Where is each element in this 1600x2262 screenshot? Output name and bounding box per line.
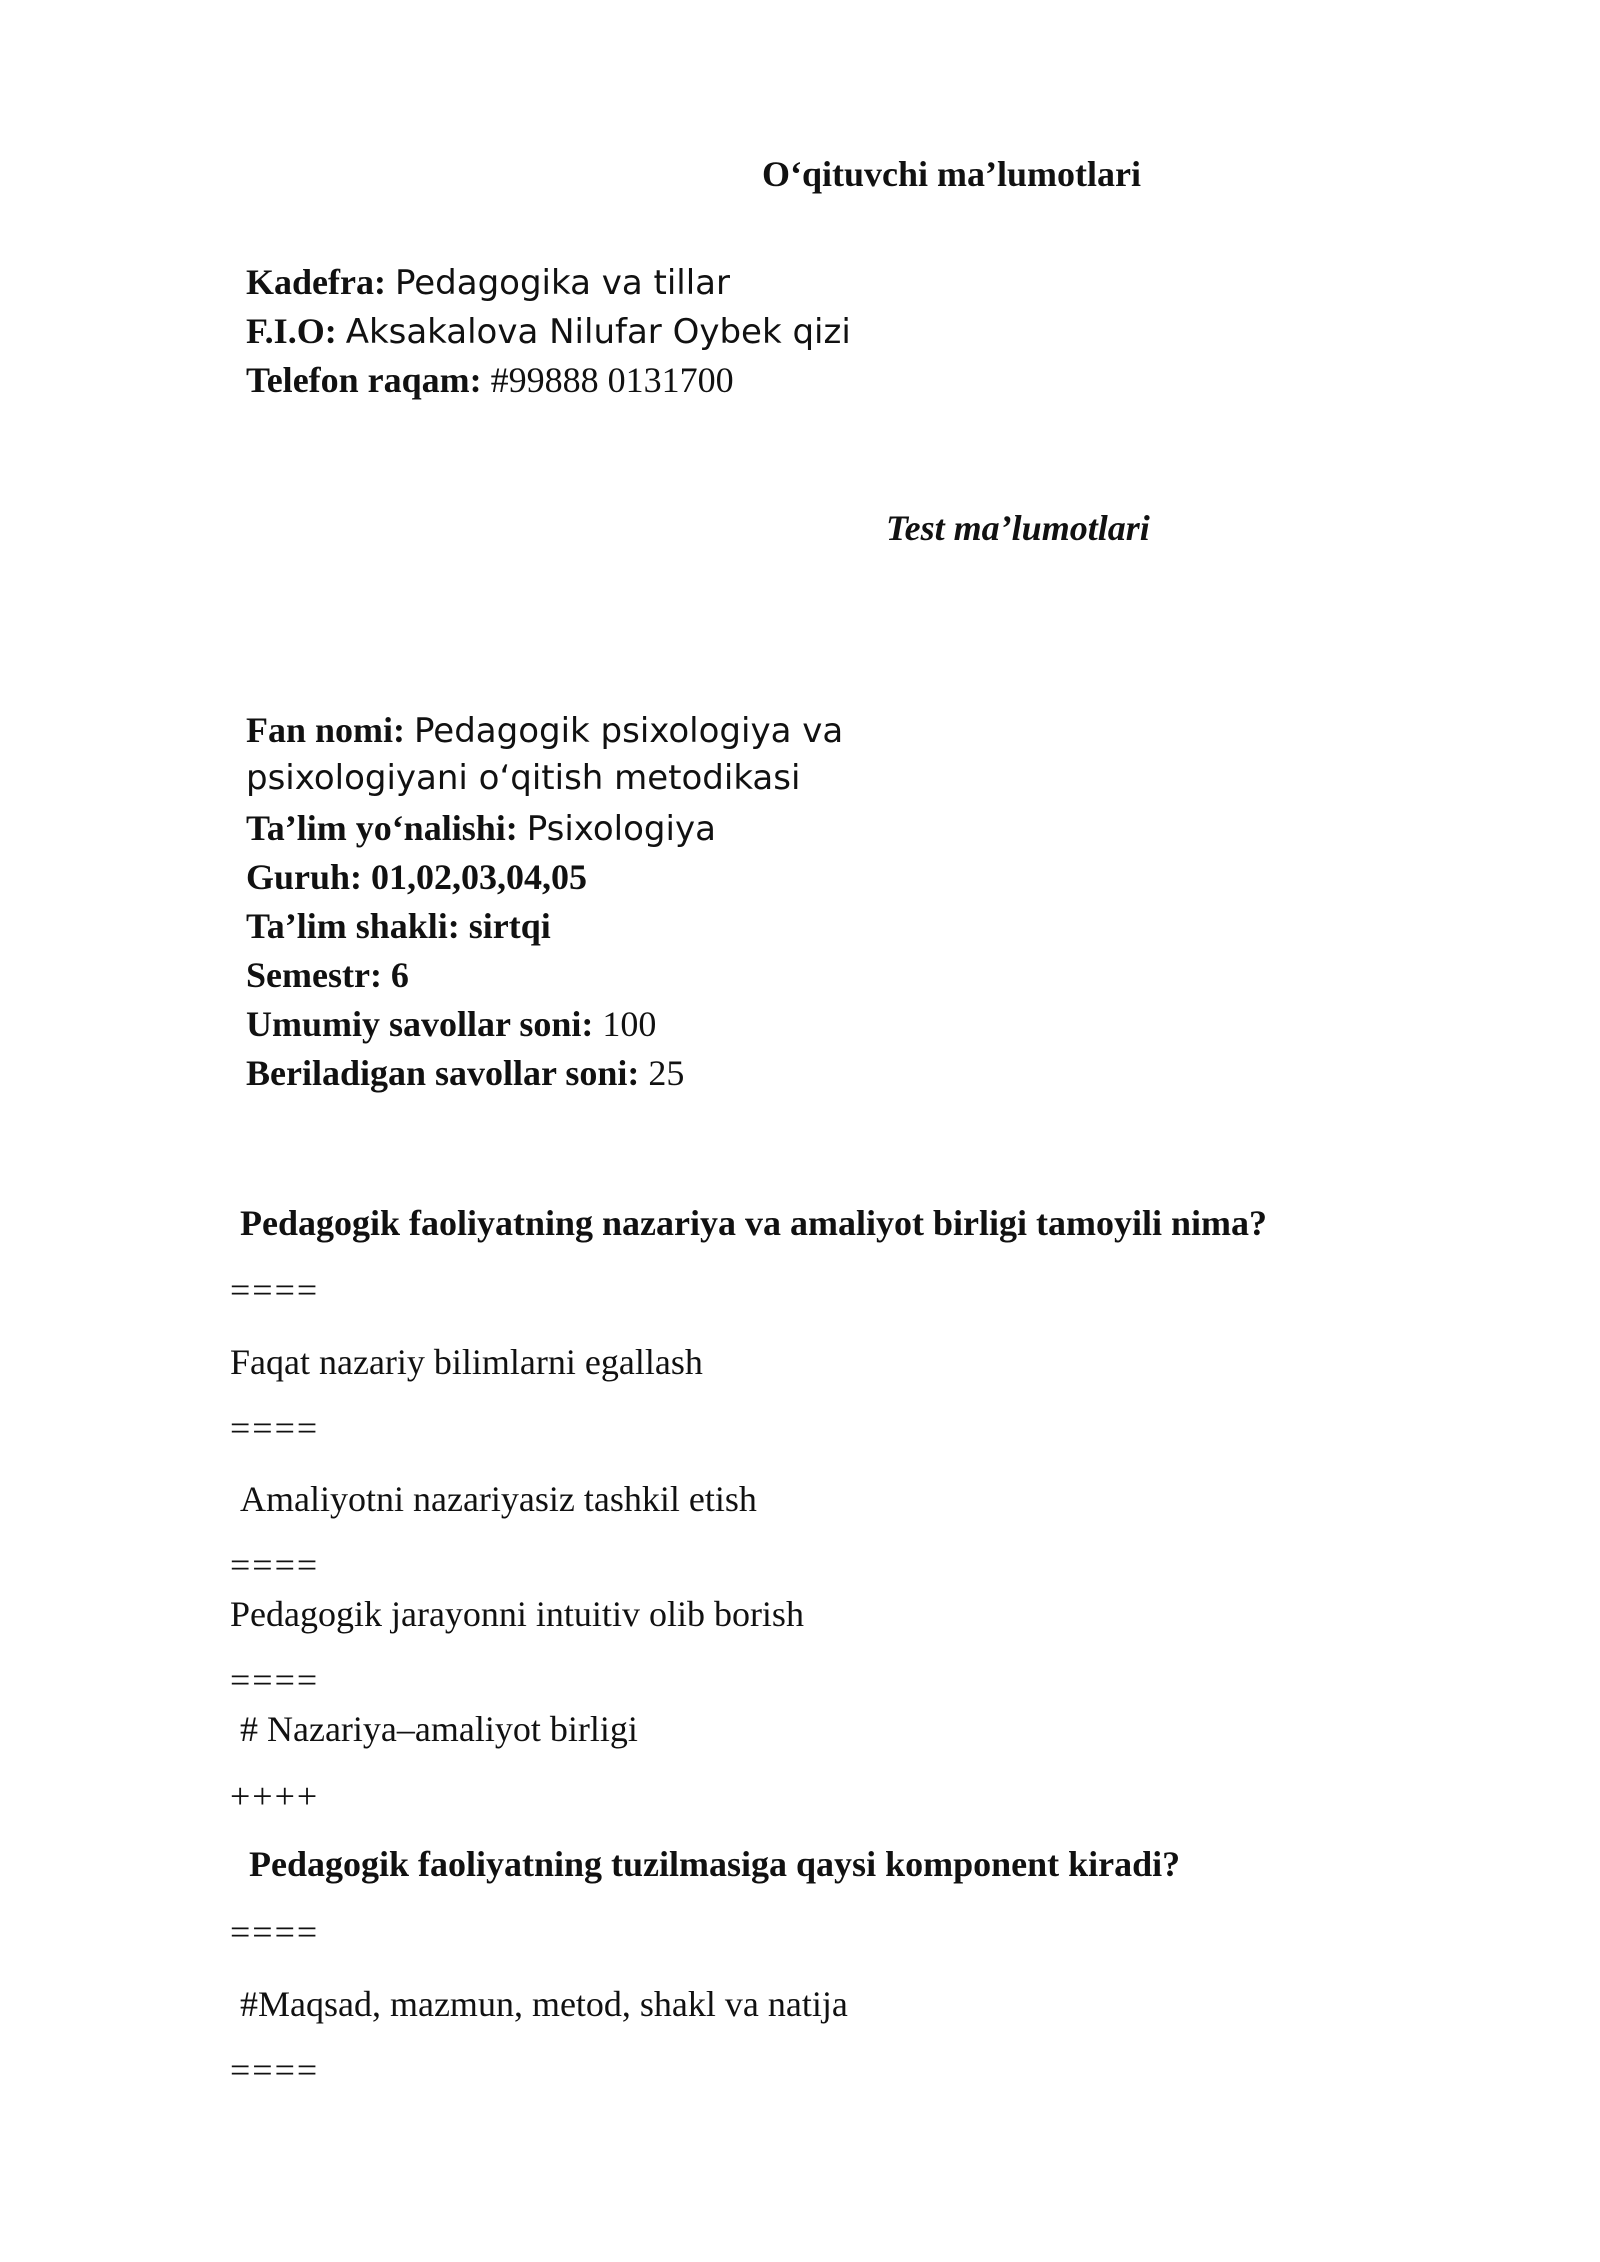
question-2-text: Pedagogik faoliyatning tuzilmasiga qaysi komponent kiradi? [249,1844,1181,1884]
separator: ==== [230,2050,320,2090]
department-line [246,262,730,303]
semester-line: Semestr: 6 [246,955,409,995]
teacher-section-title: O‘qituvchi ma’lumotlari [762,154,1141,194]
subject-value: Pedagogik psixologiya va [414,711,844,751]
given-questions-line [246,1053,684,1094]
given-questions-label: Beriladigan savollar soni: [246,1053,640,1093]
separator: ==== [230,1408,320,1448]
phone-label: Telefon raqam: [246,360,482,400]
total-questions-label: Umumiy savollar soni: [246,1004,594,1044]
direction-line [246,808,716,849]
subject-label: Fan nomi: [246,710,406,750]
question-1-option-3: Pedagogik jarayonni intuitiv olib borish [230,1594,804,1634]
group-line: Guruh: 01,02,03,04,05 [246,857,588,897]
test-section-title: Test ma’lumotlari [886,508,1150,548]
separator: ==== [230,1270,320,1310]
teacher-name-label: F.I.O: [246,311,337,351]
question-1-option-2: Amaliyotni nazariyasiz tashkil etish [240,1479,757,1519]
teacher-name-line [246,311,851,352]
question-end-marker: ++++ [230,1776,320,1816]
separator: ==== [230,1912,320,1952]
subject-value-continued: psixologiyani o‘qitish metodikasi [246,758,801,798]
total-questions-line [246,1004,656,1045]
direction-label: Ta’lim yo‘nalishi: [246,808,518,848]
question-1-option-1: Faqat nazariy bilimlarni egallash [230,1342,703,1382]
separator: ==== [230,1660,320,1700]
department-value: Pedagogika va tillar [394,263,730,303]
subject-line [246,710,843,751]
question-1-option-4: # Nazariya–amaliyot birligi [240,1709,638,1749]
study-form-line: Ta’lim shakli: sirtqi [246,906,551,946]
teacher-name-value: Aksakalova Nilufar Oybek qizi [345,312,851,352]
question-1-text: Pedagogik faoliyatning nazariya va amaliyot birligi tamoyili nima? [240,1203,1268,1243]
department-label: Kadefra: [246,262,386,302]
separator: ==== [230,1545,320,1585]
phone-line [246,360,734,401]
direction-value: Psixologiya [526,809,716,849]
given-questions-value: 25 [648,1053,685,1093]
phone-value: #99888 0131700 [490,360,734,400]
question-2-option-1: #Maqsad, mazmun, metod, shakl va natija [240,1984,848,2024]
total-questions-value: 100 [602,1004,657,1044]
